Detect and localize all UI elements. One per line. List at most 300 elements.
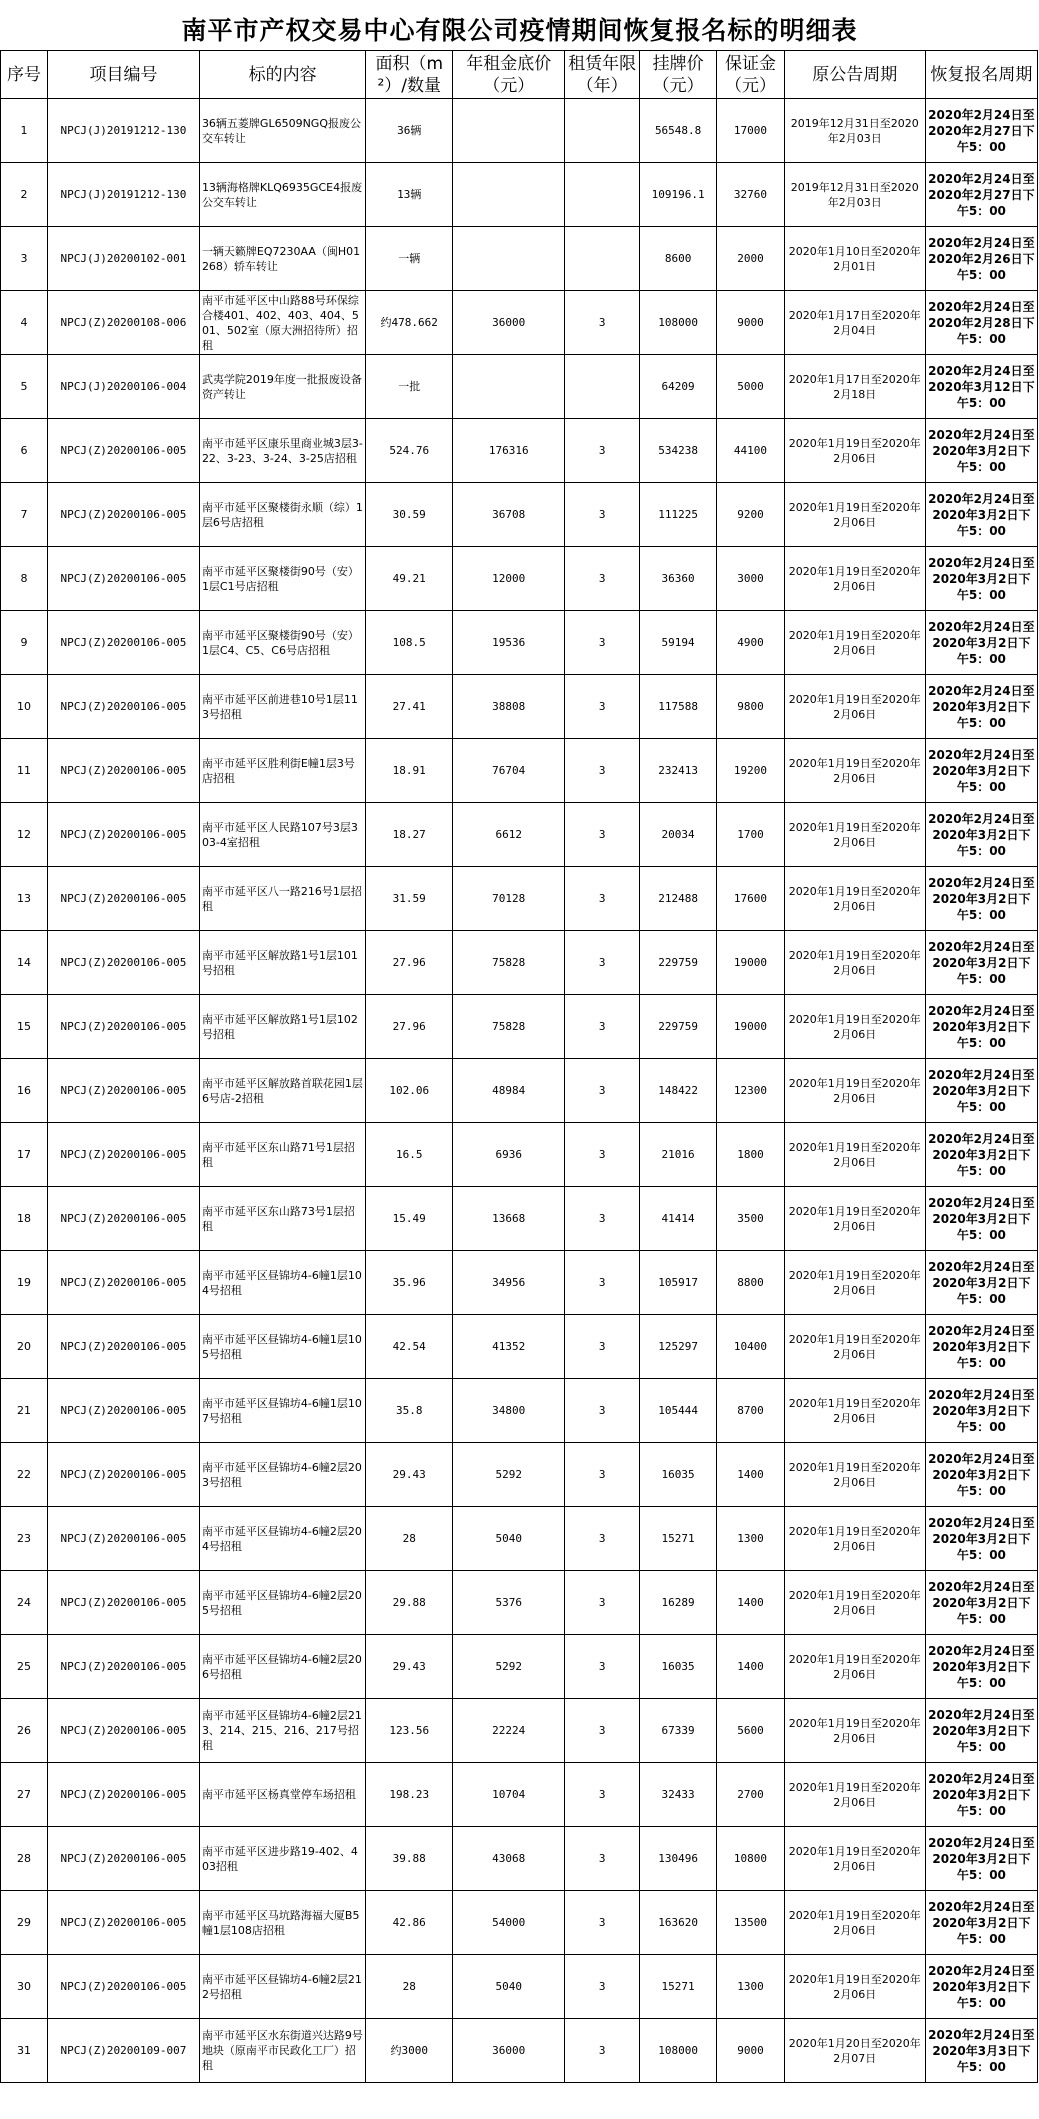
cell-project-id: NPCJ(Z)20200106-005 [48, 1699, 200, 1763]
cell-resume-period: 2020年2月24日至2020年3月2日下午5：00 [925, 739, 1037, 803]
cell-years: 3 [565, 419, 640, 483]
table-row [1, 419, 1038, 483]
cell-area: 一批 [366, 355, 453, 419]
cell-no: 6 [1, 419, 48, 483]
cell-no: 13 [1, 867, 48, 931]
cell-price: 21016 [640, 1123, 717, 1187]
cell-deposit: 8700 [717, 1379, 785, 1443]
cell-resume-period: 2020年2月24日至2020年3月2日下午5：00 [925, 1059, 1037, 1123]
header-area: 面积（m²）/数量 [366, 51, 453, 99]
cell-years: 3 [565, 1123, 640, 1187]
cell-orig-period: 2020年1月19日至2020年2月06日 [784, 547, 925, 611]
cell-no: 23 [1, 1507, 48, 1571]
cell-project-id: NPCJ(Z)20200109-007 [48, 2019, 200, 2083]
cell-area: 28 [366, 1955, 453, 2019]
cell-area: 102.06 [366, 1059, 453, 1123]
table-row [1, 1763, 1038, 1827]
cell-area: 13辆 [366, 163, 453, 227]
cell-no: 12 [1, 803, 48, 867]
header-content: 标的内容 [199, 51, 365, 99]
cell-orig-period: 2020年1月19日至2020年2月06日 [784, 1571, 925, 1635]
cell-years: 3 [565, 1507, 640, 1571]
cell-orig-period: 2020年1月19日至2020年2月06日 [784, 1507, 925, 1571]
cell-rent: 10704 [453, 1763, 565, 1827]
cell-deposit: 8800 [717, 1251, 785, 1315]
cell-project-id: NPCJ(Z)20200106-005 [48, 1251, 200, 1315]
cell-price: 16035 [640, 1635, 717, 1699]
table-row [1, 1891, 1038, 1955]
table-row [1, 291, 1038, 355]
cell-price: 56548.8 [640, 99, 717, 163]
table-row [1, 99, 1038, 163]
cell-deposit: 17600 [717, 867, 785, 931]
cell-project-id: NPCJ(Z)20200106-005 [48, 995, 200, 1059]
cell-price: 8600 [640, 227, 717, 291]
cell-project-id: NPCJ(Z)20200106-005 [48, 1763, 200, 1827]
cell-resume-period: 2020年2月24日至2020年3月2日下午5：00 [925, 867, 1037, 931]
cell-rent: 12000 [453, 547, 565, 611]
cell-project-id: NPCJ(Z)20200106-005 [48, 547, 200, 611]
cell-orig-period: 2019年12月31日至2020年2月03日 [784, 163, 925, 227]
cell-no: 11 [1, 739, 48, 803]
header-orig-period: 原公告周期 [784, 51, 925, 99]
cell-orig-period: 2020年1月19日至2020年2月06日 [784, 1955, 925, 2019]
table-row [1, 1571, 1038, 1635]
table-row [1, 1443, 1038, 1507]
cell-orig-period: 2020年1月19日至2020年2月06日 [784, 1699, 925, 1763]
cell-content: 南平市延平区昼锦坊4-6幢2层203号招租 [199, 1443, 365, 1507]
cell-deposit: 9000 [717, 2019, 785, 2083]
table-body [1, 99, 1038, 2083]
cell-price: 229759 [640, 995, 717, 1059]
cell-price: 15271 [640, 1507, 717, 1571]
cell-content: 南平市延平区前进巷10号1层113号招租 [199, 675, 365, 739]
cell-project-id: NPCJ(J)20200102-001 [48, 227, 200, 291]
cell-content: 南平市延平区东山路71号1层招租 [199, 1123, 365, 1187]
cell-project-id: NPCJ(Z)20200106-005 [48, 1123, 200, 1187]
cell-project-id: NPCJ(Z)20200106-005 [48, 1443, 200, 1507]
cell-deposit: 3500 [717, 1187, 785, 1251]
table-row [1, 803, 1038, 867]
cell-deposit: 1400 [717, 1443, 785, 1507]
cell-no: 14 [1, 931, 48, 995]
cell-deposit: 4900 [717, 611, 785, 675]
cell-no: 27 [1, 1763, 48, 1827]
cell-orig-period: 2020年1月19日至2020年2月06日 [784, 995, 925, 1059]
cell-price: 229759 [640, 931, 717, 995]
cell-area: 39.88 [366, 1827, 453, 1891]
cell-rent: 48984 [453, 1059, 565, 1123]
table-row [1, 1123, 1038, 1187]
cell-orig-period: 2020年1月17日至2020年2月04日 [784, 291, 925, 355]
table-row [1, 1507, 1038, 1571]
cell-rent: 75828 [453, 931, 565, 995]
document-title: 南平市产权交易中心有限公司疫情期间恢复报名标的明细表 [181, 16, 858, 45]
table-row [1, 867, 1038, 931]
cell-no: 5 [1, 355, 48, 419]
cell-area: 27.96 [366, 931, 453, 995]
cell-orig-period: 2020年1月19日至2020年2月06日 [784, 867, 925, 931]
cell-content: 南平市延平区东山路73号1层招租 [199, 1187, 365, 1251]
cell-deposit: 19200 [717, 739, 785, 803]
cell-content: 南平市延平区昼锦坊4-6幢2层204号招租 [199, 1507, 365, 1571]
cell-rent: 54000 [453, 1891, 565, 1955]
cell-resume-period: 2020年2月24日至2020年3月2日下午5：00 [925, 1571, 1037, 1635]
cell-price: 64209 [640, 355, 717, 419]
cell-deposit: 1400 [717, 1635, 785, 1699]
cell-no: 3 [1, 227, 48, 291]
cell-years: 3 [565, 1635, 640, 1699]
cell-price: 105917 [640, 1251, 717, 1315]
cell-no: 16 [1, 1059, 48, 1123]
cell-price: 108000 [640, 2019, 717, 2083]
cell-resume-period: 2020年2月24日至2020年3月2日下午5：00 [925, 1443, 1037, 1507]
cell-years: 3 [565, 2019, 640, 2083]
cell-rent: 36000 [453, 291, 565, 355]
cell-resume-period: 2020年2月24日至2020年2月28日下午5：00 [925, 291, 1037, 355]
table-row [1, 1699, 1038, 1763]
cell-area: 18.91 [366, 739, 453, 803]
cell-rent: 70128 [453, 867, 565, 931]
cell-years: 3 [565, 1763, 640, 1827]
cell-resume-period: 2020年2月24日至2020年3月2日下午5：00 [925, 611, 1037, 675]
cell-years: 3 [565, 803, 640, 867]
cell-price: 36360 [640, 547, 717, 611]
cell-price: 105444 [640, 1379, 717, 1443]
cell-resume-period: 2020年2月24日至2020年3月2日下午5：00 [925, 1891, 1037, 1955]
cell-orig-period: 2020年1月17日至2020年2月18日 [784, 355, 925, 419]
table-row [1, 1635, 1038, 1699]
cell-deposit: 44100 [717, 419, 785, 483]
cell-content: 南平市延平区聚楼街90号（安）1层C4、C5、C6号店招租 [199, 611, 365, 675]
header-project-id: 项目编号 [48, 51, 200, 99]
cell-years: 3 [565, 483, 640, 547]
cell-years [565, 99, 640, 163]
header-row [1, 51, 1038, 99]
cell-deposit: 1800 [717, 1123, 785, 1187]
cell-orig-period: 2020年1月19日至2020年2月06日 [784, 1443, 925, 1507]
table-row [1, 995, 1038, 1059]
cell-resume-period: 2020年2月24日至2020年3月2日下午5：00 [925, 1699, 1037, 1763]
cell-project-id: NPCJ(J)20200106-004 [48, 355, 200, 419]
cell-content: 南平市延平区中山路88号环保综合楼401、402、403、404、501、502室（原大洲招待所）招租 [199, 291, 365, 355]
cell-content: 南平市延平区康乐里商业城3层3-22、3-23、3-24、3-25店招租 [199, 419, 365, 483]
cell-resume-period: 2020年2月24日至2020年2月26日下午5：00 [925, 227, 1037, 291]
cell-years [565, 227, 640, 291]
cell-project-id: NPCJ(Z)20200106-005 [48, 1635, 200, 1699]
table-row [1, 163, 1038, 227]
cell-content: 36辆五菱牌GL6509NGQ报废公交车转让 [199, 99, 365, 163]
cell-project-id: NPCJ(Z)20200106-005 [48, 483, 200, 547]
cell-project-id: NPCJ(Z)20200108-006 [48, 291, 200, 355]
table-row [1, 227, 1038, 291]
cell-orig-period: 2020年1月20日至2020年2月07日 [784, 2019, 925, 2083]
cell-price: 67339 [640, 1699, 717, 1763]
cell-project-id: NPCJ(Z)20200106-005 [48, 931, 200, 995]
header-deposit: 保证金（元） [717, 51, 785, 99]
cell-no: 8 [1, 547, 48, 611]
cell-resume-period: 2020年2月24日至2020年3月2日下午5：00 [925, 1827, 1037, 1891]
cell-content: 南平市延平区聚楼街90号（安）1层C1号店招租 [199, 547, 365, 611]
table-row [1, 931, 1038, 995]
cell-no: 28 [1, 1827, 48, 1891]
cell-area: 16.5 [366, 1123, 453, 1187]
cell-rent: 36708 [453, 483, 565, 547]
cell-no: 19 [1, 1251, 48, 1315]
cell-area: 123.56 [366, 1699, 453, 1763]
cell-project-id: NPCJ(Z)20200106-005 [48, 419, 200, 483]
cell-years: 3 [565, 867, 640, 931]
cell-no: 15 [1, 995, 48, 1059]
cell-rent: 5040 [453, 1507, 565, 1571]
cell-rent [453, 163, 565, 227]
cell-no: 31 [1, 2019, 48, 2083]
cell-years: 3 [565, 1059, 640, 1123]
cell-orig-period: 2020年1月19日至2020年2月06日 [784, 1379, 925, 1443]
cell-price: 117588 [640, 675, 717, 739]
cell-price: 125297 [640, 1315, 717, 1379]
cell-content: 武夷学院2019年度一批报废设备资产转让 [199, 355, 365, 419]
cell-years: 3 [565, 1251, 640, 1315]
cell-orig-period: 2020年1月19日至2020年2月06日 [784, 1315, 925, 1379]
cell-area: 108.5 [366, 611, 453, 675]
table-row [1, 1187, 1038, 1251]
cell-content: 南平市延平区人民路107号3层303-4室招租 [199, 803, 365, 867]
cell-area: 约478.662 [366, 291, 453, 355]
cell-resume-period: 2020年2月24日至2020年3月2日下午5：00 [925, 1955, 1037, 2019]
cell-years: 3 [565, 1955, 640, 2019]
cell-orig-period: 2020年1月19日至2020年2月06日 [784, 803, 925, 867]
cell-rent: 6612 [453, 803, 565, 867]
cell-resume-period: 2020年2月24日至2020年3月2日下午5：00 [925, 1635, 1037, 1699]
table-row [1, 1251, 1038, 1315]
cell-years: 3 [565, 1187, 640, 1251]
cell-no: 25 [1, 1635, 48, 1699]
cell-deposit: 19000 [717, 931, 785, 995]
cell-content: 南平市延平区进步路19-402、403招租 [199, 1827, 365, 1891]
cell-deposit: 10800 [717, 1827, 785, 1891]
cell-deposit: 32760 [717, 163, 785, 227]
cell-deposit: 5000 [717, 355, 785, 419]
cell-no: 22 [1, 1443, 48, 1507]
cell-deposit: 10400 [717, 1315, 785, 1379]
cell-area: 49.21 [366, 547, 453, 611]
table-row [1, 547, 1038, 611]
cell-price: 16289 [640, 1571, 717, 1635]
cell-content: 南平市延平区杨真堂停车场招租 [199, 1763, 365, 1827]
cell-orig-period: 2020年1月19日至2020年2月06日 [784, 1763, 925, 1827]
cell-years: 3 [565, 1443, 640, 1507]
cell-area: 35.8 [366, 1379, 453, 1443]
cell-area: 28 [366, 1507, 453, 1571]
cell-resume-period: 2020年2月24日至2020年3月2日下午5：00 [925, 675, 1037, 739]
cell-orig-period: 2020年1月19日至2020年2月06日 [784, 1891, 925, 1955]
cell-rent: 22224 [453, 1699, 565, 1763]
cell-deposit: 17000 [717, 99, 785, 163]
cell-price: 15271 [640, 1955, 717, 2019]
cell-area: 524.76 [366, 419, 453, 483]
cell-project-id: NPCJ(Z)20200106-005 [48, 611, 200, 675]
cell-years: 3 [565, 1827, 640, 1891]
cell-project-id: NPCJ(Z)20200106-005 [48, 739, 200, 803]
cell-years: 3 [565, 1571, 640, 1635]
cell-no: 29 [1, 1891, 48, 1955]
cell-deposit: 19000 [717, 995, 785, 1059]
cell-rent: 13668 [453, 1187, 565, 1251]
cell-years: 3 [565, 931, 640, 995]
cell-years: 3 [565, 547, 640, 611]
cell-orig-period: 2020年1月19日至2020年2月06日 [784, 1123, 925, 1187]
cell-content: 南平市延平区昼锦坊4-6幢2层212号招租 [199, 1955, 365, 2019]
cell-project-id: NPCJ(Z)20200106-005 [48, 1059, 200, 1123]
table-row [1, 355, 1038, 419]
cell-rent: 5292 [453, 1635, 565, 1699]
cell-project-id: NPCJ(Z)20200106-005 [48, 1571, 200, 1635]
cell-deposit: 9200 [717, 483, 785, 547]
cell-price: 109196.1 [640, 163, 717, 227]
cell-resume-period: 2020年2月24日至2020年2月27日下午5：00 [925, 163, 1037, 227]
bid-detail-table [0, 50, 1038, 2083]
cell-rent: 43068 [453, 1827, 565, 1891]
cell-rent: 34956 [453, 1251, 565, 1315]
cell-content: 南平市延平区昼锦坊4-6幢2层205号招租 [199, 1571, 365, 1635]
cell-price: 130496 [640, 1827, 717, 1891]
cell-content: 南平市延平区聚楼街永顺（综）1层6号店招租 [199, 483, 365, 547]
cell-rent: 5292 [453, 1443, 565, 1507]
cell-orig-period: 2020年1月19日至2020年2月06日 [784, 483, 925, 547]
cell-years [565, 163, 640, 227]
cell-area: 35.96 [366, 1251, 453, 1315]
cell-orig-period: 2019年12月31日至2020年2月03日 [784, 99, 925, 163]
cell-content: 南平市延平区胜利街E幢1层3号店招租 [199, 739, 365, 803]
cell-orig-period: 2020年1月19日至2020年2月06日 [784, 1059, 925, 1123]
table-row [1, 611, 1038, 675]
cell-years [565, 355, 640, 419]
cell-price: 59194 [640, 611, 717, 675]
cell-project-id: NPCJ(Z)20200106-005 [48, 1827, 200, 1891]
cell-area: 15.49 [366, 1187, 453, 1251]
cell-orig-period: 2020年1月19日至2020年2月06日 [784, 1827, 925, 1891]
cell-years: 3 [565, 1891, 640, 1955]
cell-resume-period: 2020年2月24日至2020年3月2日下午5：00 [925, 1379, 1037, 1443]
cell-rent: 41352 [453, 1315, 565, 1379]
cell-years: 3 [565, 611, 640, 675]
cell-price: 534238 [640, 419, 717, 483]
cell-resume-period: 2020年2月24日至2020年3月3日下午5：00 [925, 2019, 1037, 2083]
cell-resume-period: 2020年2月24日至2020年3月12日下午5：00 [925, 355, 1037, 419]
cell-project-id: NPCJ(J)20191212-130 [48, 99, 200, 163]
cell-price: 148422 [640, 1059, 717, 1123]
cell-no: 21 [1, 1379, 48, 1443]
cell-resume-period: 2020年2月24日至2020年3月2日下午5：00 [925, 1187, 1037, 1251]
cell-resume-period: 2020年2月24日至2020年3月2日下午5：00 [925, 1123, 1037, 1187]
cell-resume-period: 2020年2月24日至2020年3月2日下午5：00 [925, 931, 1037, 995]
cell-resume-period: 2020年2月24日至2020年3月2日下午5：00 [925, 547, 1037, 611]
cell-years: 3 [565, 1699, 640, 1763]
cell-years: 3 [565, 291, 640, 355]
cell-resume-period: 2020年2月24日至2020年3月2日下午5：00 [925, 419, 1037, 483]
cell-no: 24 [1, 1571, 48, 1635]
cell-rent [453, 355, 565, 419]
cell-project-id: NPCJ(Z)20200106-005 [48, 867, 200, 931]
cell-orig-period: 2020年1月19日至2020年2月06日 [784, 1187, 925, 1251]
cell-price: 16035 [640, 1443, 717, 1507]
cell-orig-period: 2020年1月10日至2020年2月01日 [784, 227, 925, 291]
cell-area: 42.54 [366, 1315, 453, 1379]
cell-orig-period: 2020年1月19日至2020年2月06日 [784, 419, 925, 483]
header-no: 序号 [1, 51, 48, 99]
cell-no: 2 [1, 163, 48, 227]
cell-orig-period: 2020年1月19日至2020年2月06日 [784, 739, 925, 803]
cell-orig-period: 2020年1月19日至2020年2月06日 [784, 931, 925, 995]
cell-orig-period: 2020年1月19日至2020年2月06日 [784, 611, 925, 675]
cell-content: 南平市延平区水东街道兴达路9号地块（原南平市民政化工厂）招租 [199, 2019, 365, 2083]
cell-area: 29.88 [366, 1571, 453, 1635]
cell-years: 3 [565, 995, 640, 1059]
cell-resume-period: 2020年2月24日至2020年3月2日下午5：00 [925, 803, 1037, 867]
cell-years: 3 [565, 1379, 640, 1443]
cell-deposit: 9000 [717, 291, 785, 355]
cell-content: 13辆海格牌KLQ6935GCE4报废公交车转让 [199, 163, 365, 227]
cell-deposit: 2700 [717, 1763, 785, 1827]
cell-content: 南平市延平区解放路1号1层101号招租 [199, 931, 365, 995]
cell-resume-period: 2020年2月24日至2020年3月2日下午5：00 [925, 1507, 1037, 1571]
cell-project-id: NPCJ(Z)20200106-005 [48, 1315, 200, 1379]
cell-price: 20034 [640, 803, 717, 867]
cell-content: 南平市延平区昼锦坊4-6幢1层107号招租 [199, 1379, 365, 1443]
cell-area: 198.23 [366, 1763, 453, 1827]
cell-rent: 19536 [453, 611, 565, 675]
cell-price: 32433 [640, 1763, 717, 1827]
cell-resume-period: 2020年2月24日至2020年3月2日下午5：00 [925, 1315, 1037, 1379]
cell-deposit: 9800 [717, 675, 785, 739]
cell-project-id: NPCJ(Z)20200106-005 [48, 1379, 200, 1443]
cell-orig-period: 2020年1月19日至2020年2月06日 [784, 1635, 925, 1699]
table-row [1, 739, 1038, 803]
cell-project-id: NPCJ(Z)20200106-005 [48, 675, 200, 739]
cell-resume-period: 2020年2月24日至2020年2月27日下午5：00 [925, 99, 1037, 163]
cell-price: 232413 [640, 739, 717, 803]
cell-area: 约3000 [366, 2019, 453, 2083]
cell-rent: 75828 [453, 995, 565, 1059]
cell-project-id: NPCJ(Z)20200106-005 [48, 803, 200, 867]
table-row [1, 1059, 1038, 1123]
cell-orig-period: 2020年1月19日至2020年2月06日 [784, 675, 925, 739]
cell-content: 南平市延平区昼锦坊4-6幢1层104号招租 [199, 1251, 365, 1315]
cell-deposit: 5600 [717, 1699, 785, 1763]
cell-no: 17 [1, 1123, 48, 1187]
cell-rent: 5376 [453, 1571, 565, 1635]
header-resume-period: 恢复报名周期 [925, 51, 1037, 99]
cell-area: 一辆 [366, 227, 453, 291]
cell-content: 南平市延平区八一路216号1层招租 [199, 867, 365, 931]
cell-resume-period: 2020年2月24日至2020年3月2日下午5：00 [925, 1763, 1037, 1827]
cell-deposit: 1400 [717, 1571, 785, 1635]
table-row [1, 2019, 1038, 2083]
cell-rent: 5040 [453, 1955, 565, 2019]
cell-resume-period: 2020年2月24日至2020年3月2日下午5：00 [925, 1251, 1037, 1315]
header-rent: 年租金底价（元） [453, 51, 565, 99]
cell-deposit: 1300 [717, 1955, 785, 2019]
cell-no: 1 [1, 99, 48, 163]
cell-no: 9 [1, 611, 48, 675]
table-row [1, 675, 1038, 739]
cell-orig-period: 2020年1月19日至2020年2月06日 [784, 1251, 925, 1315]
cell-area: 27.41 [366, 675, 453, 739]
table-row [1, 1827, 1038, 1891]
cell-resume-period: 2020年2月24日至2020年3月2日下午5：00 [925, 995, 1037, 1059]
cell-deposit: 12300 [717, 1059, 785, 1123]
